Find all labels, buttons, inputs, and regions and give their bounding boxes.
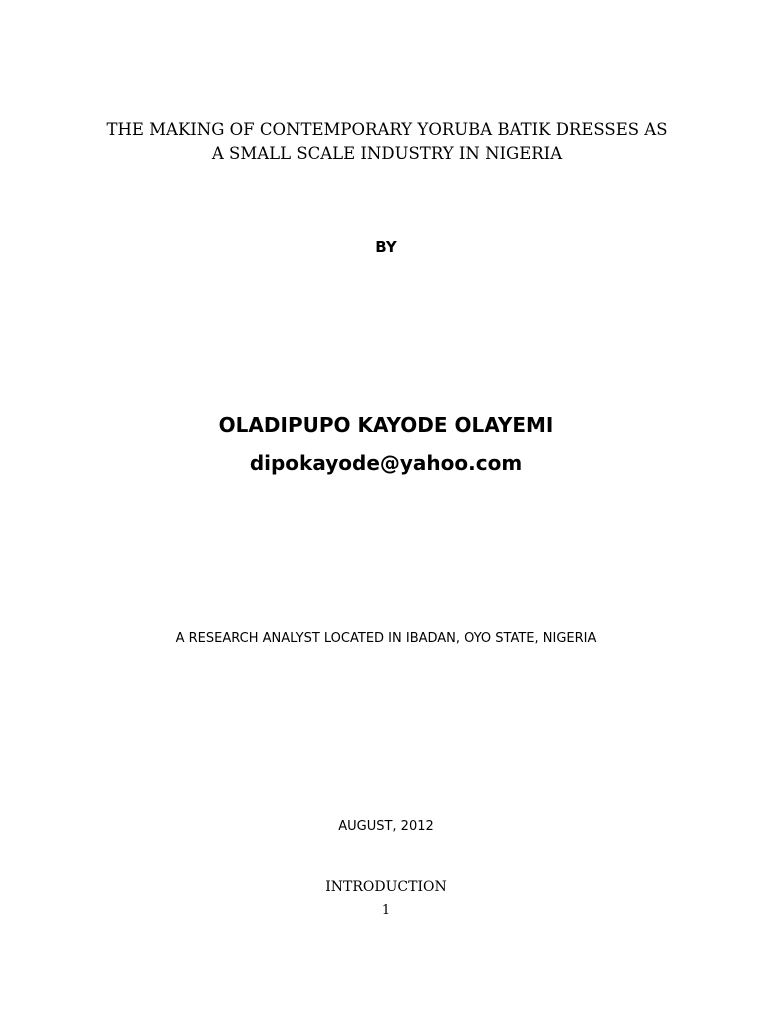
document-date: AUGUST, 2012 (338, 819, 434, 834)
author-affiliation: A RESEARCH ANALYST LOCATED IN IBADAN, OYO STATE, NIGERIA (175, 631, 597, 646)
page-number: 1 (381, 903, 391, 918)
document-title (40, 118, 734, 166)
section-heading-introduction: INTRODUCTION (325, 879, 447, 895)
title-line-1: THE MAKING OF CONTEMPORARY YORUBA BATIK DRESSES AS (106, 120, 668, 139)
by-label: BY (375, 238, 397, 256)
author-name: OLADIPUPO KAYODE OLAYEMI (218, 413, 554, 437)
title-line-2: A SMALL SCALE INDUSTRY IN NIGERIA (211, 144, 563, 163)
author-email: dipokayode@yahoo.com (249, 451, 523, 475)
